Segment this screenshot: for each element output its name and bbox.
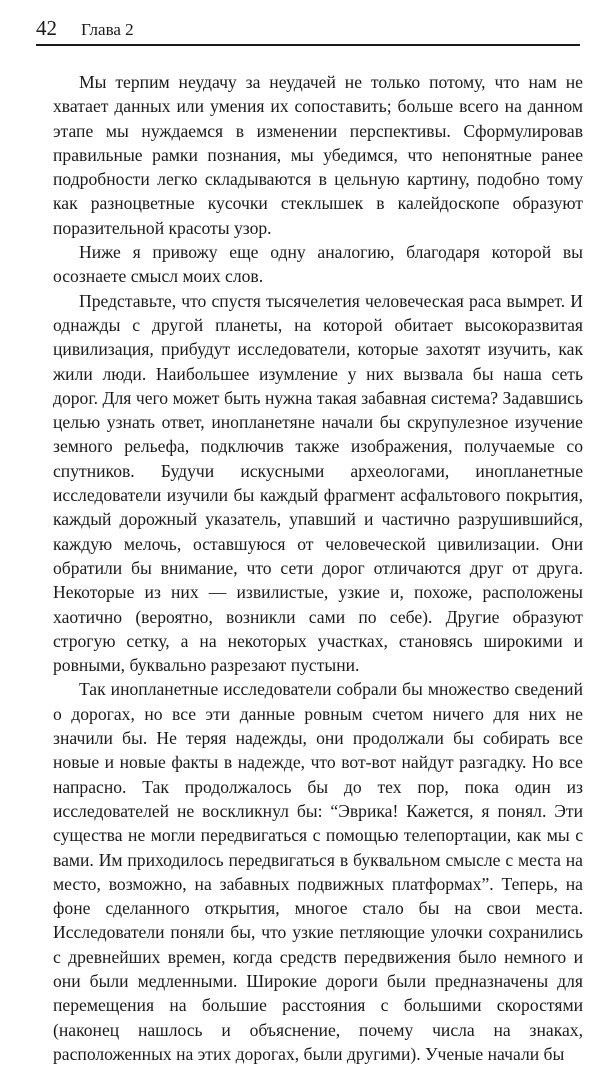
paragraph: Мы терпим неудачу за неудачей не только потому, что нам не хватает данных или умения их сопоставить; больше всего на данном этапе мы нуждаемся в изменении перспективы. Сформулировав правильные рамки познания, мы убедимся, что непонятные ранее подробности легко складываются в цельную картину, подобно тому как разноцветные кусочки стеклышек в калейдоскопе образуют поразительной красоты узор.	[53, 72, 583, 238]
paragraph: Ниже я привожу еще одну аналогию, благодаря которой вы осознаете смысл моих слов.	[53, 242, 583, 287]
running-head	[36, 14, 580, 46]
body-text	[53, 70, 583, 1066]
paragraph: Представьте, что спустя тысячелетия человеческая раса вымрет. И однажды с другой планеты, на которой обитает высокоразвитая цивилизация, прибудут исследователи, которые захотят изучить, как жили люди. Наибольшее изумление у них вызвала бы наша сеть дорог. Для чего может быть нужна такая забавная система? Задавшись целью узнать ответ, инопланетяне начали бы скрупулезное изучение земного рельефа, подключив также изображения, получаемые со спутников. Будучи искусными археологами, инопланетные исследователи изучили бы каждый фрагмент асфальтового покрытия, каждый дорожный указатель, упавший и частично разрушившийся, каждую мелочь, оставшуюся от человеческой цивилизации. Они обратили бы внимание, что сети дорог отличаются друг от друга. Некоторые из них — извилистые, узкие и, похоже, расположены хаотично (вероятно, возникли сами по себе). Другие образуют строгую сетку, а на некоторых участках, становясь широкими и ровными, буквально разрезают пустыни.	[53, 290, 583, 676]
paragraph: Так инопланетные исследователи собрали бы множество сведений о дорогах, но все эти данные ровным счетом ничего для них не значили бы. Не теряя надежды, они продолжали бы собирать все новые и новые факты в надежде, что вот-вот найдут разгадку. Но все напрасно. Так продолжалось бы до тех пор, пока один из исследователей не воскликнул бы: “Эврика! Кажется, я понял. Эти существа не могли передвигаться с помощью телепортации, как мы с вами. Им приходилось передвигаться в буквальном смысле с места на место, возможно, на забавных подвижных платформах”. Теперь, на фоне сделанного открытия, многое стало бы на свои места. Исследователи поняли бы, что узкие петляющие улочки сохранились с древнейших времен, когда средств передвижения было немного и они были медленными. Широкие дороги были предназначены для перемещения на большие расстояния с большими скоростями (наконец нашлось и объяснение, почему числа на знаках, расположенных на этих дорогах, были другими). Ученые начали бы	[53, 679, 583, 1064]
chapter-title: Глава 2	[81, 20, 134, 39]
page-number: 42	[36, 16, 57, 40]
